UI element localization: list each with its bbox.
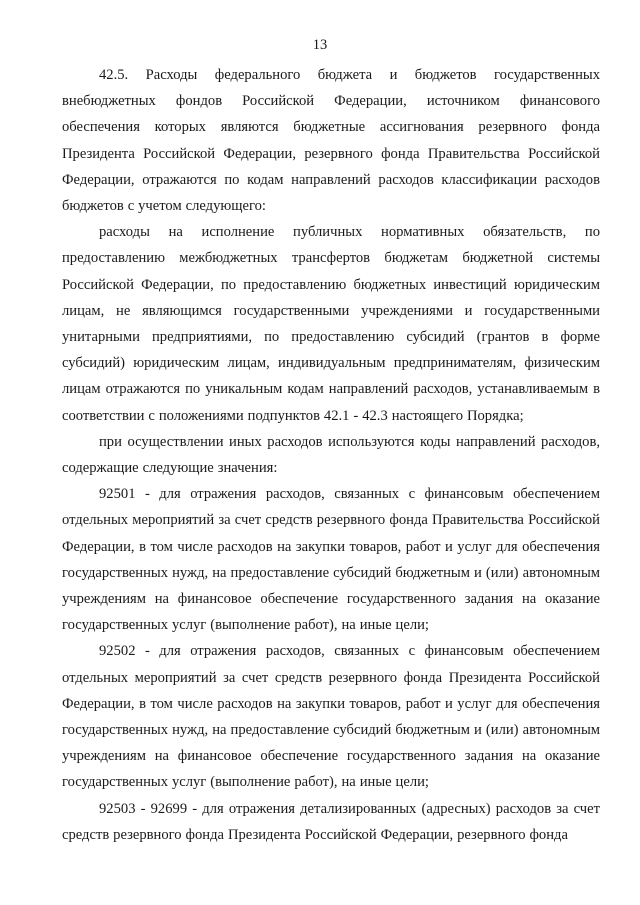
paragraph-code-92502: 92502 - для отражения расходов, связанных с финансовым обеспечением отдельных мероприятий за счет средств резервного фонда Президента Российской Федерации, в том числе расходов на закупки товаров, работ и услуг для обеспечения государственных нужд, на предоставление субсидий бюджетным и (или) автономным учреждениям на финансовое обеспечение государственного задания на оказание государственных услуг (выполнение работ), на иные цели; bbox=[62, 643, 600, 791]
document-body bbox=[62, 62, 600, 848]
paragraph-public-obligations: расходы на исполнение публичных нормативных обязательств, по предоставлению межбюджетных трансфертов бюджетам бюджетной системы Российской Федерации, по предоставлению бюджетных инвестиций юридическим лицам, не являющимся государственными учреждениями и государственными унитарными предприятиями, по предоставлению субсидий (грантов в форме субсидий) юридическим лицам, индивидуальным предпринимателям, физическим лицам отражаются по уникальным кодам направлений расходов, устанавливаемым в соответствии с положениями подпунктов 42.1 - 42.3 настоящего Порядка; bbox=[62, 224, 600, 424]
paragraph-code-92503-92699: 92503 - 92699 - для отражения детализированных (адресных) расходов за счет средств резервного фонда Президента Российской Федерации, резервного фонда bbox=[62, 800, 600, 843]
paragraph-42-5: 42.5. Расходы федерального бюджета и бюджетов государственных внебюджетных фондов Российской Федерации, источником финансового обеспечения которых являются бюджетные ассигнования резервного фонда Президента Российской Федерации, резервного фонда Правительства Российской Федерации, отражаются по кодам направлений расходов классификации расходов бюджетов с учетом следующего: bbox=[62, 67, 600, 215]
page-number: 13 bbox=[312, 37, 328, 53]
paragraph-code-92501: 92501 - для отражения расходов, связанных с финансовым обеспечением отдельных мероприятий за счет средств резервного фонда Правительства Российской Федерации, в том числе расходов на закупки товаров, работ и услуг для обеспечения государственных нужд, на предоставление субсидий бюджетным и (или) автономным учреждениям на финансовое обеспечение государственного задания на оказание государственных услуг (выполнение работ), на иные цели; bbox=[62, 486, 600, 634]
paragraph-other-expenses: при осуществлении иных расходов используются коды направлений расходов, содержащие следующие значения: bbox=[62, 433, 600, 477]
